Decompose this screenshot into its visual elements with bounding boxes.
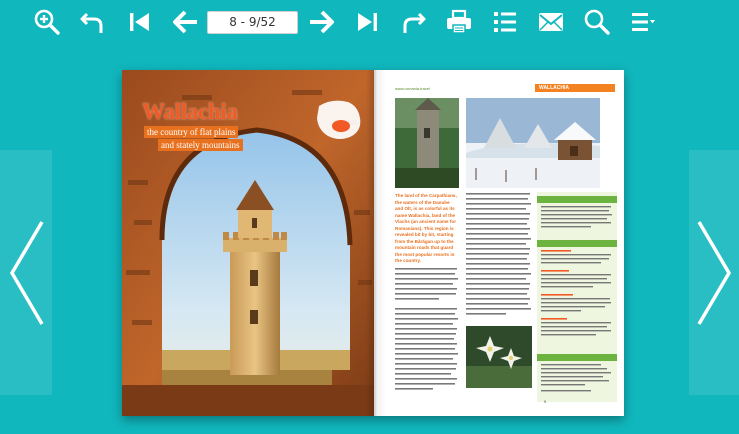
email-icon[interactable] bbox=[535, 6, 567, 38]
next-page-arrow[interactable] bbox=[689, 150, 739, 395]
toolbar bbox=[0, 0, 739, 46]
first-page-icon[interactable] bbox=[124, 6, 156, 38]
previous-page-icon[interactable] bbox=[170, 6, 202, 38]
page-number-input[interactable]: 8 - 9/52 bbox=[207, 11, 298, 34]
article-title: Wallachia bbox=[142, 99, 238, 124]
chevron-left-icon bbox=[6, 218, 46, 328]
sidebar-heading-3 bbox=[537, 354, 617, 361]
page-header-tag: WALLACHIA bbox=[535, 84, 615, 92]
redo-icon[interactable] bbox=[397, 6, 429, 38]
table-of-contents-icon[interactable] bbox=[489, 6, 521, 38]
right-page[interactable] bbox=[374, 70, 624, 416]
snowy-village-photo bbox=[466, 98, 600, 188]
print-icon[interactable] bbox=[443, 6, 475, 38]
search-icon[interactable] bbox=[581, 6, 613, 38]
sidebar-heading-2 bbox=[537, 240, 617, 247]
chevron-right-icon bbox=[695, 218, 735, 328]
edelweiss-photo bbox=[466, 326, 532, 388]
body-text-column-2 bbox=[466, 193, 532, 323]
sidebar-heading-1 bbox=[537, 196, 617, 203]
last-page-icon[interactable] bbox=[351, 6, 383, 38]
article-intro: The land of the Carpathians, the waters of the Danube and Olt, is as colorful as its name Wallachia, land of the Vlachs (an ancient name for Romanians). This region is revealed bit by bit, starting from the Bărăgan up to the mountain roads that guard the most popular resorts in the country. bbox=[395, 193, 457, 263]
body-text-column-1 bbox=[395, 268, 459, 396]
article-subtitle-line2: and stately mountains bbox=[158, 139, 243, 151]
next-page-icon[interactable] bbox=[305, 6, 337, 38]
church-tower-photo bbox=[395, 98, 459, 188]
undo-icon[interactable] bbox=[77, 6, 109, 38]
flipbook-spread[interactable] bbox=[122, 70, 624, 416]
menu-more-icon[interactable] bbox=[627, 6, 659, 38]
article-subtitle-line1: the country of flat plains bbox=[144, 126, 238, 138]
page-header-url: www.romania.travel bbox=[395, 86, 430, 91]
previous-page-arrow[interactable] bbox=[0, 150, 52, 395]
info-sidebar bbox=[537, 192, 617, 402]
zoom-in-icon[interactable] bbox=[31, 6, 63, 38]
left-page[interactable] bbox=[122, 70, 374, 416]
page-number: 9 bbox=[544, 400, 546, 404]
